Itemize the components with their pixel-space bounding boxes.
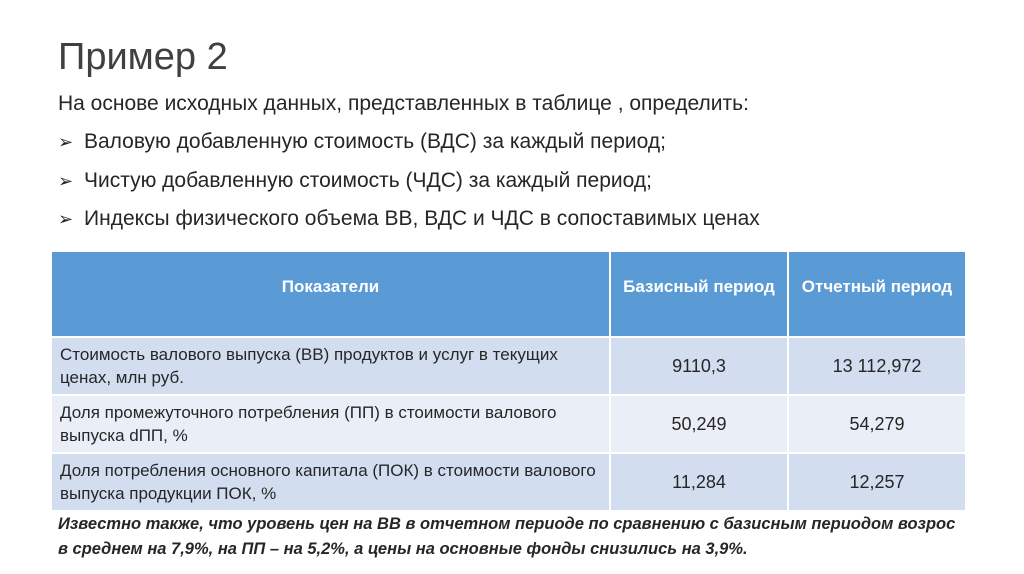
bullet-item (58, 169, 652, 193)
base-value: 9110,3 (610, 337, 788, 395)
slide-title: Пример 2 (58, 36, 228, 78)
bullet-item (58, 130, 666, 154)
table-row (52, 337, 965, 395)
table-row (52, 395, 965, 453)
data-table (52, 252, 965, 512)
note-text: Известно также, что уровень цен на ВВ в отчетном периоде по сравнению с базисным периодом возрос в среднем на 7,9%, на ПП – на 5,2%, а цены на основные фонды снизились на 3,9%. (58, 515, 956, 558)
report-value: 12,257 (788, 453, 965, 511)
arrow-bullet-icon: ➢ (58, 132, 74, 153)
header-indicators: Показатели (52, 252, 610, 337)
arrow-bullet-icon: ➢ (58, 209, 74, 230)
base-value: 50,249 (610, 395, 788, 453)
header-report-period: Отчетный период (788, 252, 965, 337)
bullet-text: Чистую добавленную стоимость (ЧДС) за каждый период; (84, 169, 652, 192)
row-label: Доля потребления основного капитала (ПОК) в стоимости валового выпуска продукции ПОК, % (52, 453, 610, 511)
bullet-text: Индексы физического объема ВВ, ВДС и ЧДС в сопоставимых ценах (84, 207, 760, 230)
table-row (52, 453, 965, 511)
table-header-row (52, 252, 965, 337)
arrow-bullet-icon: ➢ (58, 171, 74, 192)
row-label: Доля промежуточного потребления (ПП) в стоимости валового выпуска dПП, % (52, 395, 610, 453)
intro-text: На основе исходных данных, представленных в таблице , определить: (58, 92, 749, 115)
bullet-text: Валовую добавленную стоимость (ВДС) за каждый период; (84, 130, 666, 153)
report-value: 13 112,972 (788, 337, 965, 395)
bullet-item (58, 207, 760, 231)
header-base-period: Базисный период (610, 252, 788, 337)
report-value: 54,279 (788, 395, 965, 453)
base-value: 11,284 (610, 453, 788, 511)
row-label: Стоимость валового выпуска (ВВ) продуктов и услуг в текущих ценах, млн руб. (52, 337, 610, 395)
